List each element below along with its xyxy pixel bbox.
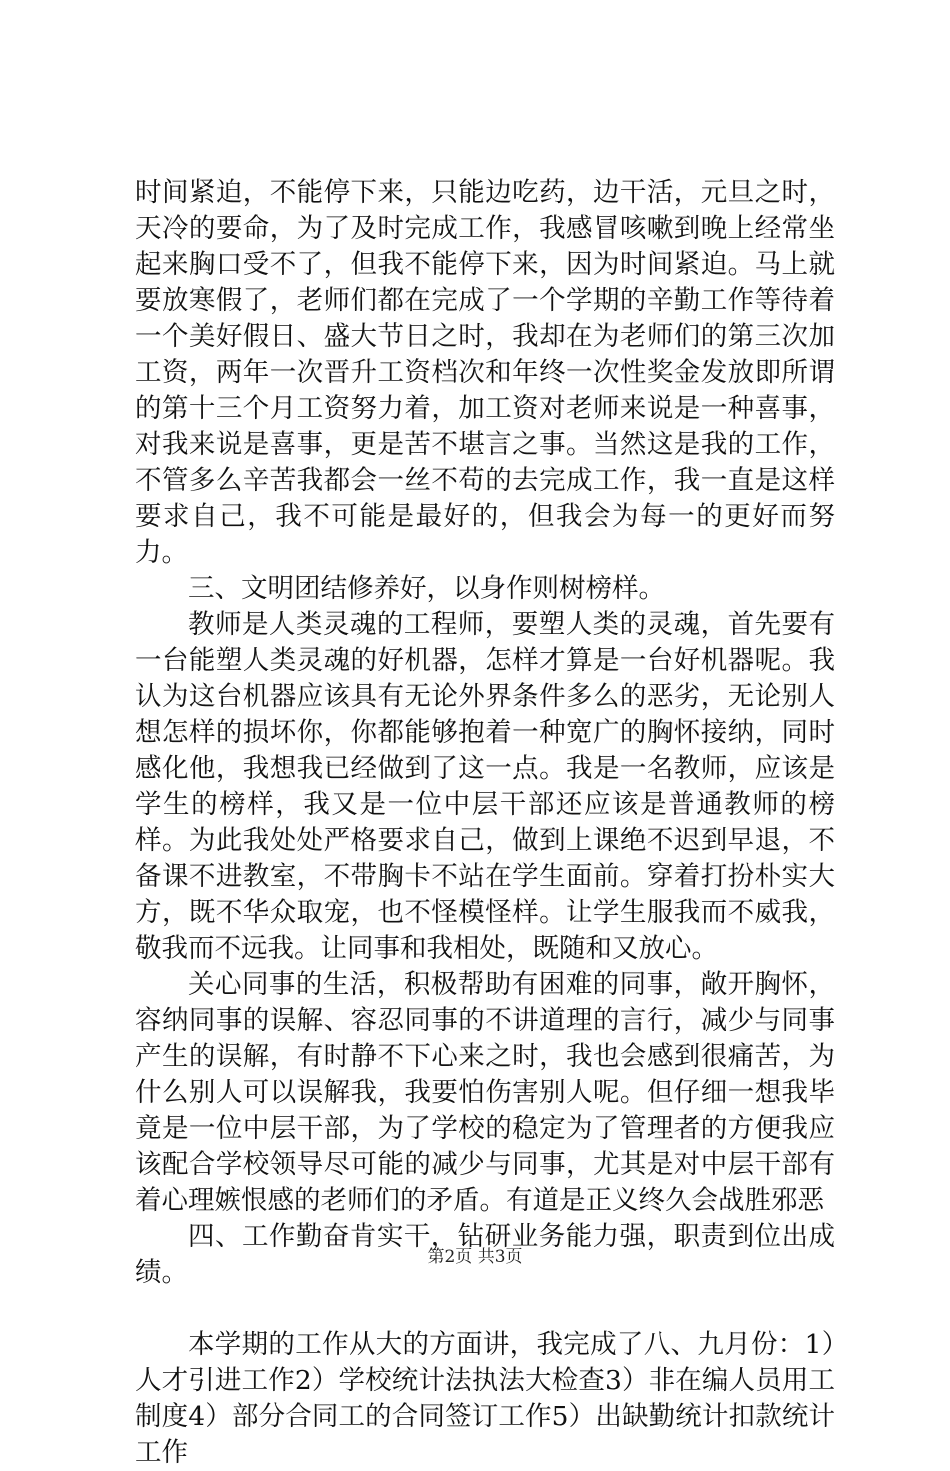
page-footer (0, 1242, 950, 1267)
paragraph-1: 时间紧迫，不能停下来，只能边吃药，边干活，元旦之时，天冷的要命，为了及时完成工作，我感冒咳嗽到晚上经常坐起来胸口受不了，但我不能停下来，因为时间紧迫。马上就要放寒假了，老师们都在完成了一个学期的辛勤工作等待着一个美好假日、盛大节日之时，我却在为老师们的第三次加工资，两年一次晋升工资档次和年终一次性奖金发放即所谓的第十三个月工资努力着，加工资对老师来说是一种喜事，对我来说是喜事，更是苦不堪言之事。当然这是我的工作，不管多么辛苦我都会一丝不苟的去完成工作，我一直是这样要求自己，我不可能是最好的，但我会为每一的更好而努力。 (135, 177, 835, 568)
section-heading-3: 三、文明团结修养好，以身作则树榜样。 (188, 573, 665, 604)
paragraph-4: 关心同事的生活，积极帮助有困难的同事，敞开胸怀，容纳同事的误解、容忍同事的不讲道理的言行，减少与同事产生的误解，有时静不下心来之时，我也会感到很痛苦，为什么别人可以误解我，我要怕伤害别人呢。但仔细一想我毕竟是一位中层干部，为了学校的稳定为了管理者的方便我应该配合学校领导尽可能的减少与同事，尤其是对中层干部有着心理嫉恨感的老师们的矛盾。有道是正义终久会战胜邪恶 (135, 969, 835, 1216)
document-body (135, 175, 835, 1471)
paragraph-6: 本学期的工作从大的方面讲，我完成了八、九月份：1）人才引进工作2）学校统计法执法大检查3）非在编人员用工制度4）部分合同工的合同签订工作5）出缺勤统计扣款统计工作 (135, 1329, 835, 1468)
paragraph-3: 教师是人类灵魂的工程师，要塑人类的灵魂，首先要有一台能塑人类灵魂的好机器，怎样才算是一台好机器呢。我认为这台机器应该具有无论外界条件多么的恶劣，无论别人想怎样的损坏你，你都能够抱着一种宽广的胸怀接纳，同时感化他，我想我已经做到了这一点。我是一名教师，应该是学生的榜样，我又是一位中层干部还应该是普通教师的榜样。为此我处处严格要求自己，做到上课绝不迟到早退，不备课不进教室，不带胸卡不站在学生面前。穿着打扮朴实大方，既不华众取宠，也不怪模怪样。让学生服我而不威我，敬我而不远我。让同事和我相处，既随和又放心。 (135, 609, 835, 964)
section-heading-4: 四、工作勤奋肯实干，钻研业务能力强，职责到位出成绩。 (135, 1221, 835, 1288)
page-number-label: 第2页 共3页 (427, 1247, 523, 1267)
